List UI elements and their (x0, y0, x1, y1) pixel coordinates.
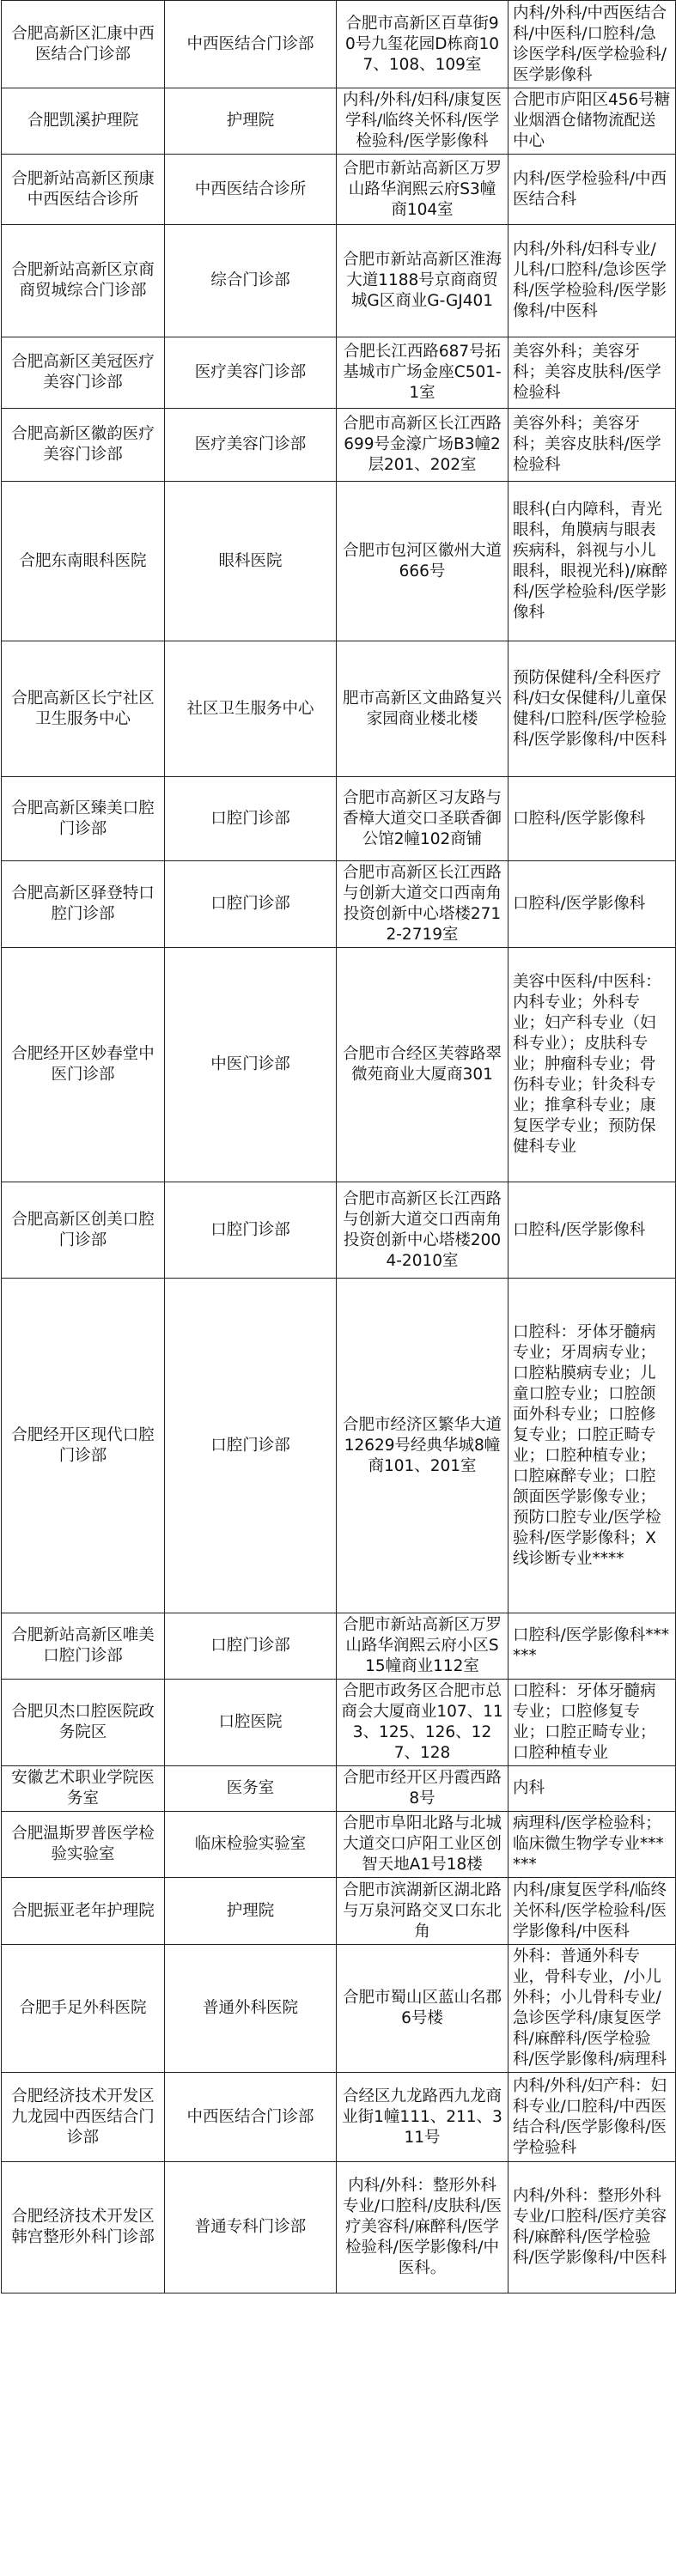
facility-departments: 口腔科/医学影像科****** (509, 1613, 676, 1680)
facility-name: 合肥振亚老年护理院 (2, 1878, 165, 1945)
facility-name: 合肥高新区徽韵医疗美容门诊部 (2, 409, 165, 482)
facility-name: 合肥东南眼科医院 (2, 482, 165, 641)
facility-name: 合肥高新区创美口腔门诊部 (2, 1182, 165, 1279)
facility-departments: 内科/医学检验科/中西医结合科 (509, 155, 676, 225)
facility-address: 合肥市合经区芙蓉路翠微苑商业大厦商301 (337, 948, 509, 1182)
facility-type: 中西医结合门诊部 (165, 1, 337, 88)
facility-address: 合肥市高新区长江西路与创新大道交口西南角投资创新中心塔楼2712-2719室 (337, 861, 509, 948)
facility-departments: 美容中医科/中医科：内科专业；外科专业；妇产科专业（妇科专业）；皮肤科专业；肿瘤科专业；骨伤科专业；针灸科专业；推拿科专业；康复医学专业；预防保健科专业 (509, 948, 676, 1182)
facility-departments: 美容外科；美容牙科；美容皮肤科/医学检验科 (509, 409, 676, 482)
facility-departments: 口腔科：牙体牙髓病专业；牙周病专业；口腔粘膜病专业；儿童口腔专业；口腔颌面外科专业；口腔修复专业；口腔正畸专业；口腔种植专业；口腔麻醉专业；口腔颌面医学影像专业；预防口腔专业/医学检验科/医学影像科；X线诊断专业**** (509, 1279, 676, 1613)
facility-type: 口腔门诊部 (165, 1182, 337, 1279)
table-row (2, 1945, 676, 2073)
facility-address: 合肥市阜阳北路与北城大道交口庐阳工业区创智天地A1号18楼 (337, 1812, 509, 1878)
facility-registry-table (1, 0, 676, 2293)
facility-type: 医疗美容门诊部 (165, 409, 337, 482)
facility-name: 合肥温斯罗普医学检验实验室 (2, 1812, 165, 1878)
table-row (2, 1766, 676, 1812)
facility-type: 口腔门诊部 (165, 1613, 337, 1680)
facility-address: 内科/外科/妇科/康复医学科/临终关怀科/医学检验科/医学影像科 (337, 88, 509, 155)
facility-address: 合肥市经开区丹霞西路8号 (337, 1766, 509, 1812)
facility-address: 合肥市高新区长江西路699号金濠广场B3幢2层201、202室 (337, 409, 509, 482)
table-row (2, 1812, 676, 1878)
facility-name: 合肥高新区臻美口腔门诊部 (2, 777, 165, 861)
facility-type: 医疗美容门诊部 (165, 337, 337, 409)
facility-departments: 内科 (509, 1766, 676, 1812)
table-row (2, 409, 676, 482)
facility-type: 中西医结合门诊部 (165, 2073, 337, 2162)
facility-departments: 内科/康复医学科/临终关怀科/医学检验科/医学影像科/中医科 (509, 1878, 676, 1945)
facility-address: 合肥市包河区徽州大道666号 (337, 482, 509, 641)
table-row (2, 1878, 676, 1945)
facility-type: 社区卫生服务中心 (165, 641, 337, 777)
table-row (2, 88, 676, 155)
facility-type: 医务室 (165, 1766, 337, 1812)
table-row (2, 2073, 676, 2162)
facility-type: 护理院 (165, 1878, 337, 1945)
facility-departments: 口腔科/医学影像科 (509, 777, 676, 861)
facility-address: 合肥市经济区繁华大道12629号经典华城8幢商101、201室 (337, 1279, 509, 1613)
facility-name: 合肥凯溪护理院 (2, 88, 165, 155)
facility-name: 合肥高新区美冠医疗美容门诊部 (2, 337, 165, 409)
facility-address: 合肥市高新区习友路与香樟大道交口圣联香御公馆2幢102商铺 (337, 777, 509, 861)
table-row (2, 482, 676, 641)
facility-departments: 内科/外科/中西医结合科/中医科/口腔科/急诊医学科/医学检验科/医学影像科 (509, 1, 676, 88)
table-row (2, 155, 676, 225)
facility-departments: 病理科/医学检验科；临床微生物学专业****** (509, 1812, 676, 1878)
facility-type: 普通专科门诊部 (165, 2162, 337, 2293)
facility-address: 合肥市新站高新区淮海大道1188号京商商贸城G区商业G-GJ401 (337, 225, 509, 337)
facility-name: 合肥新站高新区预康中西医结合诊所 (2, 155, 165, 225)
facility-departments: 预防保健科/全科医疗科/妇女保健科/儿童保健科/口腔科/医学检验科/医学影像科/中医科 (509, 641, 676, 777)
registry-body (2, 1, 676, 2293)
facility-type: 口腔门诊部 (165, 1279, 337, 1613)
facility-address: 合肥市高新区百草街90号九玺花园D栋商107、108、109室 (337, 1, 509, 88)
facility-departments: 内科/外科：整形外科专业/口腔科/医疗美容科/麻醉科/医学检验科/医学影像科/中医科 (509, 2162, 676, 2293)
facility-departments: 内科/外科/妇科专业/儿科/口腔科/急诊医学科/医学检验科/医学影像科/中医科 (509, 225, 676, 337)
facility-type: 中医门诊部 (165, 948, 337, 1182)
table-row (2, 225, 676, 337)
facility-name: 安徽艺术职业学院医务室 (2, 1766, 165, 1812)
table-row (2, 1182, 676, 1279)
facility-type: 口腔医院 (165, 1680, 337, 1766)
facility-type: 普通外科医院 (165, 1945, 337, 2073)
table-row (2, 1279, 676, 1613)
facility-departments: 眼科(白内障科，青光眼科，角膜病与眼表疾病科，斜视与小儿眼科，眼视光科)/麻醉科/医学检验科/医学影像科 (509, 482, 676, 641)
facility-departments: 外科：普通外科专业，骨科专业，/小儿外科；小儿骨科专业/急诊医学科/康复医学科/麻醉科/医学检验科/医学影像科/病理科 (509, 1945, 676, 2073)
table-row (2, 861, 676, 948)
facility-address: 肥市高新区文曲路复兴家园商业楼北楼 (337, 641, 509, 777)
facility-departments: 内科/外科/妇产科：妇科专业/口腔科/中西医结合科/医学影像科/医学检验科 (509, 2073, 676, 2162)
facility-type: 口腔门诊部 (165, 861, 337, 948)
table-row (2, 1, 676, 88)
facility-address: 合肥市滨湖新区湖北路与万泉河路交叉口东北角 (337, 1878, 509, 1945)
table-row (2, 777, 676, 861)
facility-address: 合肥市高新区长江西路与创新大道交口西南角投资创新中心塔楼2004-2010室 (337, 1182, 509, 1279)
table-row (2, 948, 676, 1182)
facility-name: 合肥经济技术开发区韩宫整形外科门诊部 (2, 2162, 165, 2293)
facility-address: 合肥市蜀山区蓝山名郡6号楼 (337, 1945, 509, 2073)
facility-address: 合经区九龙路西九龙商业街1幢111、211、311号 (337, 2073, 509, 2162)
table-row (2, 641, 676, 777)
facility-departments: 口腔科：牙体牙髓病专业；口腔修复专业；口腔正畸专业；口腔种植专业 (509, 1680, 676, 1766)
facility-name: 合肥经济技术开发区九龙园中西医结合门诊部 (2, 2073, 165, 2162)
facility-type: 口腔门诊部 (165, 777, 337, 861)
facility-departments: 合肥市庐阳区456号糖业烟酒仓储物流配送中心 (509, 88, 676, 155)
facility-name: 合肥手足外科医院 (2, 1945, 165, 2073)
facility-type: 临床检验实验室 (165, 1812, 337, 1878)
facility-name: 合肥经开区妙春堂中医门诊部 (2, 948, 165, 1182)
facility-name: 合肥高新区汇康中西医结合门诊部 (2, 1, 165, 88)
facility-departments: 口腔科/医学影像科 (509, 861, 676, 948)
facility-address: 合肥市政务区合肥市总商会大厦商业107、113、125、126、127、128 (337, 1680, 509, 1766)
facility-address: 合肥市新站高新区万罗山路华润熙云府S3幢商104室 (337, 155, 509, 225)
facility-departments: 口腔科/医学影像科 (509, 1182, 676, 1279)
facility-name: 合肥新站高新区京商商贸城综合门诊部 (2, 225, 165, 337)
table-row (2, 1613, 676, 1680)
facility-address: 合肥市新站高新区万罗山路华润熙云府小区S15幢商业112室 (337, 1613, 509, 1680)
facility-name: 合肥高新区驿登特口腔门诊部 (2, 861, 165, 948)
facility-name: 合肥贝杰口腔医院政务院区 (2, 1680, 165, 1766)
facility-type: 眼科医院 (165, 482, 337, 641)
facility-name: 合肥经开区现代口腔门诊部 (2, 1279, 165, 1613)
facility-type: 综合门诊部 (165, 225, 337, 337)
facility-type: 护理院 (165, 88, 337, 155)
facility-departments: 美容外科；美容牙科；美容皮肤科/医学检验科 (509, 337, 676, 409)
facility-address: 内科/外科：整形外科专业/口腔科/皮肤科/医疗美容科/麻醉科/医学检验科/医学影像科/中医科。 (337, 2162, 509, 2293)
facility-address: 合肥长江西路687号拓基城市广场金座C501-1室 (337, 337, 509, 409)
facility-type: 中西医结合诊所 (165, 155, 337, 225)
table-row (2, 337, 676, 409)
facility-name: 合肥新站高新区唯美口腔门诊部 (2, 1613, 165, 1680)
facility-name: 合肥高新区长宁社区卫生服务中心 (2, 641, 165, 777)
table-row (2, 1680, 676, 1766)
table-row (2, 2162, 676, 2293)
